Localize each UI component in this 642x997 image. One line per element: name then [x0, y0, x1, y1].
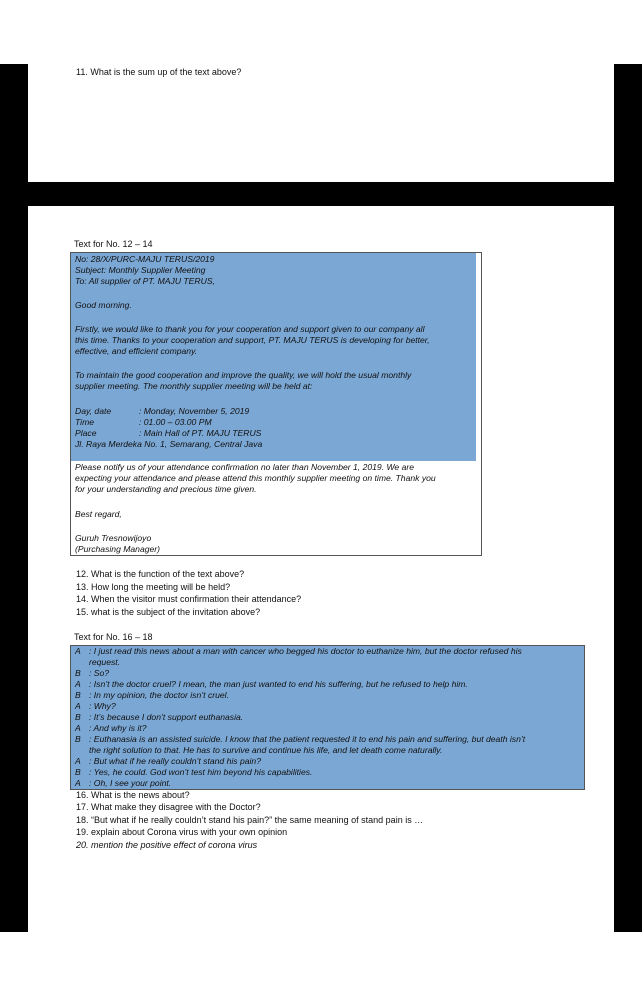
letter-p1-line: effective, and efficient company. — [75, 346, 198, 356]
text-label-16-18: Text for No. 16 – 18 — [74, 632, 153, 642]
schedule-key-day: Day, date — [75, 406, 112, 416]
letter-number: No: 28/X/PURC-MAJU TERUS/2019 — [75, 254, 215, 264]
speaker: A — [75, 701, 81, 711]
question-19: 19. explain about Corona virus with your own opinion — [76, 827, 288, 837]
dialogue-line: : Euthanasia is an assisted suicide. I know that the patient requested it to end his pain and suffering, but death isn’t — [89, 734, 526, 744]
letter-p3-line: for your understanding and precious time given. — [75, 484, 257, 494]
question-14: 14. When the visitor must confirmation their attendance? — [76, 594, 302, 604]
page-gap — [0, 182, 642, 206]
schedule-value-time: : 01.00 – 03.00 PM — [139, 417, 212, 427]
speaker: A — [75, 778, 81, 788]
letter-address: Jl. Raya Merdeka No. 1, Semarang, Central Java — [75, 439, 263, 449]
question-18: 18. “But what if he really couldn’t stand his pain?” the same meaning of stand pain is … — [76, 815, 424, 825]
question-12: 12. What is the function of the text above? — [76, 569, 245, 579]
question-20: 20. mention the positive effect of corona virus — [76, 840, 258, 850]
question-13: 13. How long the meeting will be held? — [76, 582, 231, 592]
speaker: A — [75, 646, 81, 656]
letter-p2-line: To maintain the good cooperation and improve the quality, we will hold the usual monthly — [75, 370, 412, 380]
dialogue-line: : I just read this news about a man with cancer who begged his doctor to euthanize him, but the doctor refused his — [89, 646, 522, 656]
speaker: B — [75, 690, 81, 700]
letter-box — [70, 252, 482, 556]
schedule-key-place: Place — [75, 428, 97, 438]
dialogue-line: : Why? — [89, 701, 116, 711]
dialogue-line: : It’s because I don’t support euthanasia. — [89, 712, 244, 722]
schedule-value-day: : Monday, November 5, 2019 — [139, 406, 250, 416]
dialogue-line: : But what if he really couldn’t stand his pain? — [89, 756, 261, 766]
speaker: A — [75, 723, 81, 733]
dialogue-line: : In my opinion, the doctor isn’t cruel. — [89, 690, 229, 700]
dialogue-line: : So? — [89, 668, 110, 678]
speaker: A — [75, 679, 81, 689]
question-17: 17. What make they disagree with the Doctor? — [76, 802, 261, 812]
page-1 — [28, 64, 614, 182]
dialogue-line: : Oh, I see your point. — [89, 778, 172, 788]
speaker: B — [75, 668, 81, 678]
question-11: 11. What is the sum up of the text above? — [76, 67, 242, 77]
speaker: B — [75, 734, 81, 744]
text-label-12-14: Text for No. 12 – 14 — [74, 239, 153, 249]
letter-signer-role: (Purchasing Manager) — [75, 544, 161, 554]
letter-p1-line: this time. Thanks to your cooperation and support, PT. MAJU TERUS is developing for better, — [75, 335, 430, 345]
dialogue-line: request. — [89, 657, 121, 667]
letter-p3-line: expecting your attendance and please attend this monthly supplier meeting on time. Thank you — [75, 473, 436, 483]
speaker: B — [75, 767, 81, 777]
letter-to: To: All supplier of PT. MAJU TERUS, — [75, 276, 215, 286]
letter-p1-line: Firstly, we would like to thank you for your cooperation and support given to our company all — [75, 324, 425, 334]
dialogue-line: : And why is it? — [89, 723, 147, 733]
dialogue-line: the right solution to that. He has to survive and continue his life, and let death come naturally. — [89, 745, 443, 755]
schedule-key-time: Time — [75, 417, 95, 427]
letter-closing: Best regard, — [75, 509, 122, 519]
letter-greeting: Good morning. — [75, 300, 132, 310]
speaker: A — [75, 756, 81, 766]
dialogue-line: : Isn’t the doctor cruel? I mean, the man just wanted to end his suffering, but he refused to help him. — [89, 679, 468, 689]
letter-p3-line: Please notify us of your attendance confirmation no later than November 1, 2019. We are — [75, 462, 415, 472]
question-16: 16. What is the news about? — [76, 790, 190, 800]
dialogue-line: : Yes, he could. God won’t test him beyond his capabilities. — [89, 767, 313, 777]
dialogue-box — [70, 645, 585, 790]
speaker: B — [75, 712, 81, 722]
letter-signer-name: Guruh Tresnowijoyo — [75, 533, 152, 543]
letter-p2-line: supplier meeting. The monthly supplier meeting will be held at: — [75, 381, 313, 391]
question-15: 15. what is the subject of the invitation above? — [76, 607, 261, 617]
schedule-value-place: : Main Hall of PT. MAJU TERUS — [139, 428, 262, 438]
letter-subject: Subject: Monthly Supplier Meeting — [75, 265, 206, 275]
